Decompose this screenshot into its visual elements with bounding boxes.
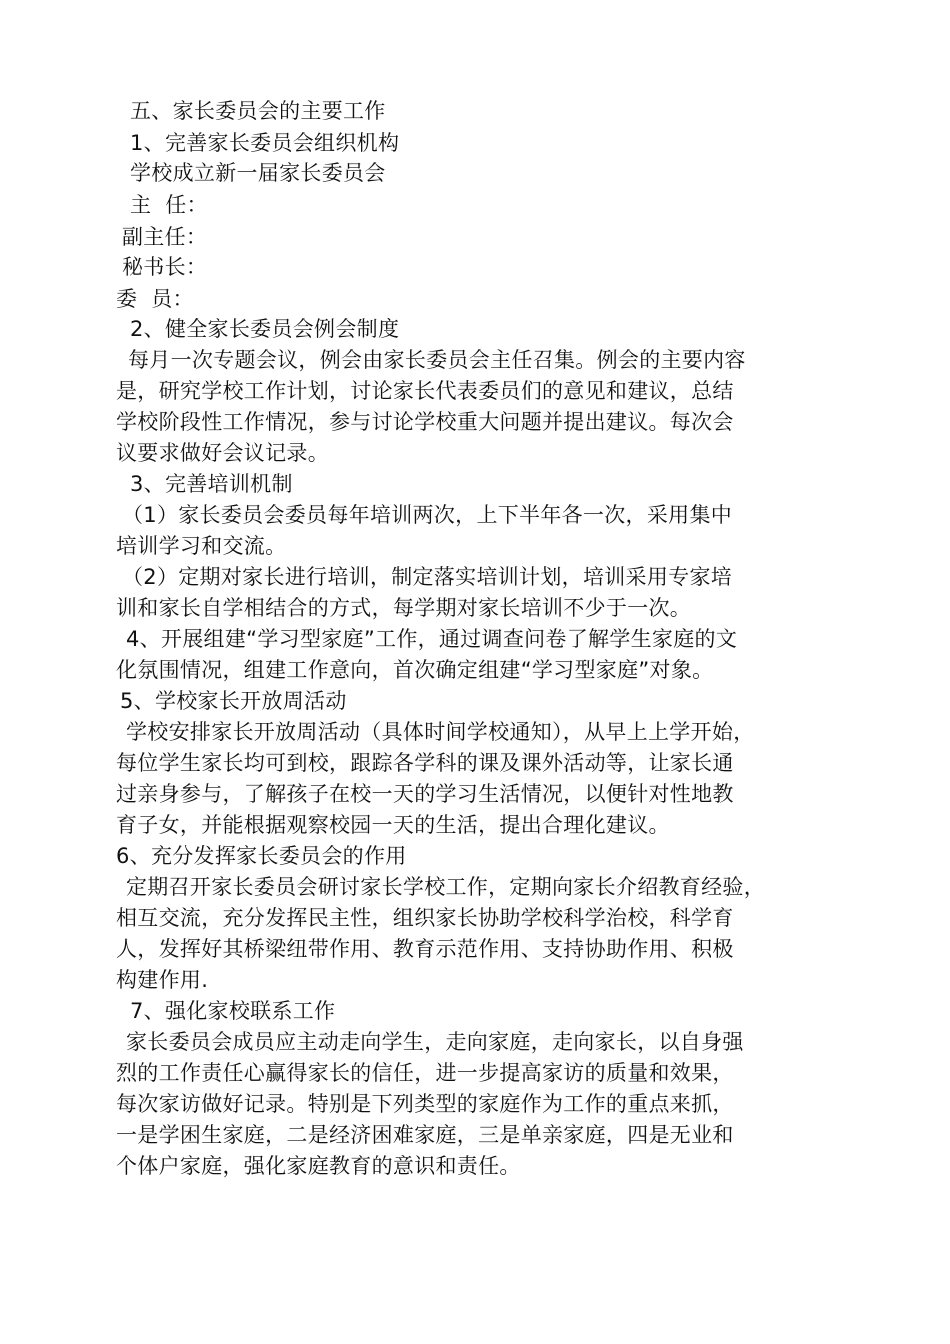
subsection-heading-1: 1、完善家长委员会组织机构 <box>130 131 400 155</box>
section-heading: 五、家长委员会的主要工作 <box>130 99 386 123</box>
role-director: 主 任： <box>130 193 208 217</box>
text-line: 学校阶段性工作情况，参与讨论学校重大问题并提出建议。每次会 <box>116 410 734 434</box>
text-line: 化氛围情况，组建工作意向，首次确定组建“学习型家庭”对象。 <box>116 658 714 682</box>
text-line: 家长委员会成员应主动走向学生，走向家庭，走向家长，以自身强 <box>126 1030 744 1054</box>
text-line: 学校成立新一届家长委员会 <box>130 161 386 185</box>
role-vice-director: 副主任： <box>122 225 208 249</box>
subsection-heading-7: 7、强化家校联系工作 <box>130 999 336 1023</box>
text-line: 议要求做好会议记录。 <box>116 441 329 465</box>
text-line: 个体户家庭，强化家庭教育的意识和责任。 <box>116 1154 521 1178</box>
subsection-heading-3: 3、完善培训机制 <box>130 472 293 496</box>
text-line: 烈的工作责任心赢得家长的信任，进一步提高家访的质量和效果， <box>116 1061 734 1085</box>
text-line: （1）家长委员会委员每年培训两次，上下半年各一次，采用集中 <box>122 503 733 527</box>
text-line: 定期召开家长委员会研讨家长学校工作，定期向家长介绍教育经验， <box>126 875 765 899</box>
text-line: 是，研究学校工作计划，讨论家长代表委员们的意见和建议，总结 <box>116 379 734 403</box>
text-line: 培训学习和交流。 <box>116 534 287 558</box>
text-line: 人，发挥好其桥梁纽带作用、教育示范作用、支持协助作用、积极 <box>116 937 734 961</box>
text-line: 相互交流，充分发挥民主性，组织家长协助学校科学治校，科学育 <box>116 906 734 930</box>
text-line: 一是学困生家庭，二是经济困难家庭，三是单亲家庭，四是无业和 <box>116 1123 734 1147</box>
role-members: 委 员： <box>116 287 194 311</box>
text-line: 每月一次专题会议，例会由家长委员会主任召集。例会的主要内容 <box>128 348 746 372</box>
text-line: 构建作用. <box>116 968 209 992</box>
subsection-heading-4: 4、开展组建“学习型家庭”工作，通过调查问卷了解学生家庭的文 <box>126 627 738 651</box>
text-line: 训和家长自学相结合的方式，每学期对家长培训不少于一次。 <box>116 596 692 620</box>
role-secretary: 秘书长： <box>122 255 208 279</box>
text-line: 育子女，并能根据观察校园一天的生活，提出合理化建议。 <box>116 813 670 837</box>
text-line: 过亲身参与，了解孩子在校一天的学习生活情况，以便针对性地教 <box>116 782 734 806</box>
text-line: 每位学生家长均可到校，跟踪各学科的课及课外活动等，让家长通 <box>116 751 734 775</box>
subsection-heading-5: 5、学校家长开放周活动 <box>120 689 347 713</box>
text-line: （2）定期对家长进行培训，制定落实培训计划，培训采用专家培 <box>122 565 733 589</box>
text-line: 每次家访做好记录。特别是下列类型的家庭作为工作的重点来抓， <box>116 1092 734 1116</box>
text-line: 学校安排家长开放周活动（具体时间学校通知），从早上上学开始， <box>126 720 755 744</box>
subsection-heading-2: 2、健全家长委员会例会制度 <box>130 317 400 341</box>
subsection-heading-6: 6、充分发挥家长委员会的作用 <box>116 844 407 868</box>
